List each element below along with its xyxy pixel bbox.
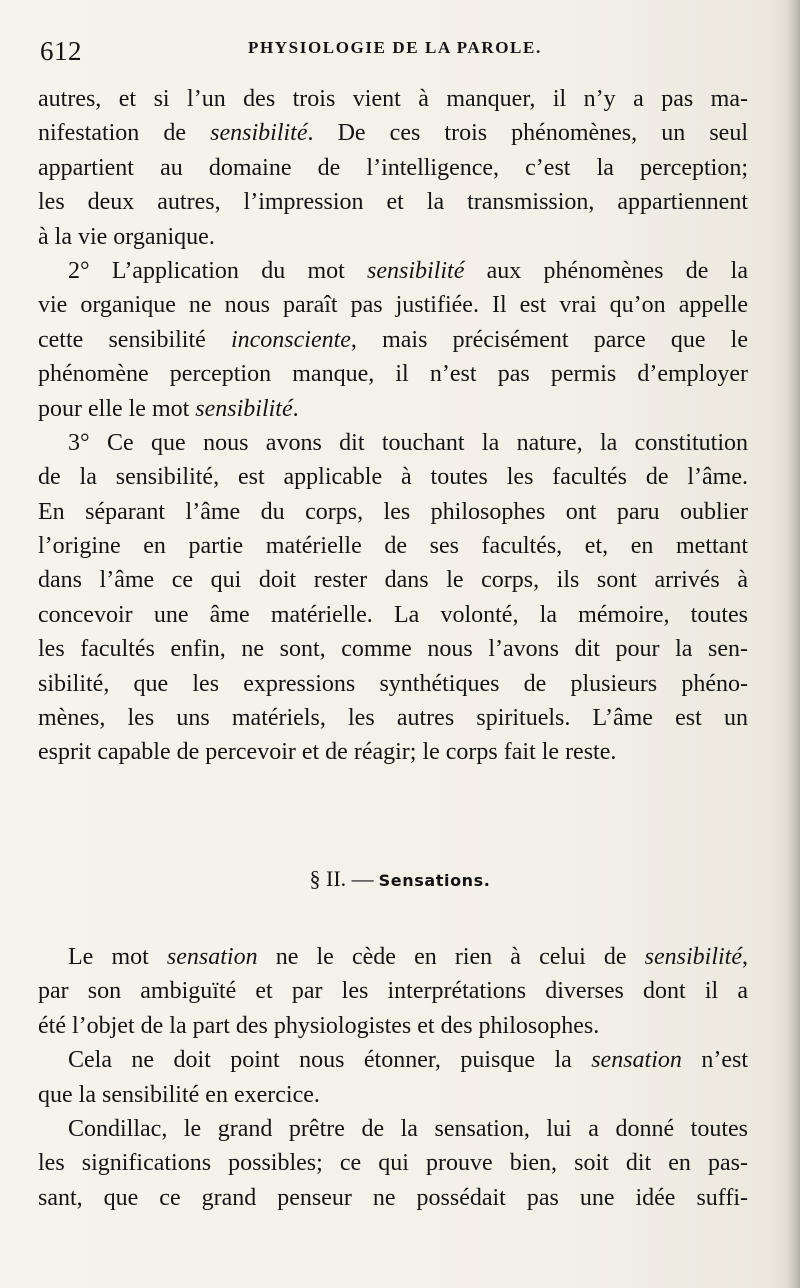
paragraph (38, 82, 748, 254)
text-run: ne le cède en rien à celui de (257, 944, 645, 970)
text-line (38, 1009, 748, 1043)
text-run: 2° L’application du mot (68, 257, 368, 284)
paragraph (38, 426, 748, 770)
page-header (40, 30, 740, 70)
text-run: mènes, les uns matériels, les autres spirituels. L’âme est un (38, 705, 748, 732)
text-run: phénomène perception manque, il n’est pas permis d’employer (38, 361, 748, 388)
text-line (38, 598, 748, 632)
text-run: n’est (681, 1047, 748, 1074)
text-line (38, 1181, 748, 1215)
text-run: sibilité, que les expressions synthétiques de plusieurs phéno- (38, 670, 748, 697)
text-run: par son ambiguïté et par les interprétations diverses dont il a (38, 978, 748, 1005)
text-line (38, 220, 748, 254)
text-line (38, 82, 748, 116)
italic-term: sensation (166, 944, 258, 970)
text-run: autres, et si l’un des trois vient à manquer, il n’y a pas ma- (38, 86, 748, 112)
text-line (38, 151, 748, 185)
text-run: esprit capable de percevoir et de réagir; le corps fait le reste. (38, 739, 617, 766)
text-run: En séparant l’âme du corps, les philosophes ont paru oublier (38, 498, 748, 525)
body-text-bottom (38, 940, 748, 1215)
text-line (38, 563, 748, 597)
section-number: § II. — (309, 866, 374, 891)
italic-term: sensation (591, 1047, 682, 1074)
running-head: PHYSIOLOGIE DE LA PAROLE. (248, 38, 542, 57)
text-run: sant, que ce grand penseur ne possédait pas une idée suffi- (38, 1184, 748, 1211)
text-run: les facultés enfin, ne sont, comme nous l’avons dit pour la sen- (38, 636, 748, 663)
text-line (38, 529, 748, 563)
text-run: les significations possibles; ce qui prouve bien, soit dit en pas- (38, 1150, 748, 1177)
text-line (38, 1078, 748, 1112)
text-line (38, 357, 748, 391)
text-run: , (742, 944, 748, 970)
text-run: l’origine en partie matérielle de ses facultés, et, en mettant (38, 533, 748, 560)
text-run: à la vie organique. (38, 223, 215, 250)
text-run: Condillac, le grand prêtre de la sensation, lui a donné toutes (68, 1115, 748, 1142)
text-run: dans l’âme ce qui doit rester dans le corps, ils sont arrivés à (38, 567, 748, 594)
italic-term: sensibilité (367, 257, 465, 284)
text-line (38, 392, 748, 426)
text-run: vie organique ne nous paraît pas justifiée. Il est vrai qu’on appelle (38, 292, 748, 319)
text-run: 3° Ce que nous avons dit touchant la nature, la constitution (68, 429, 748, 456)
text-line (38, 323, 748, 357)
body-text-top (38, 82, 748, 770)
text-run: Le mot (68, 944, 167, 970)
text-run: pour elle le mot (38, 395, 196, 422)
text-line (38, 116, 748, 150)
text-run: nifestation de (38, 120, 211, 147)
text-run: cette sensibilité (38, 326, 231, 353)
page-edge-shadow (786, 0, 800, 1288)
text-run: été l’objet de la part des physiologistes et des philosophes. (38, 1012, 600, 1039)
section-heading (0, 866, 800, 892)
text-line (38, 667, 748, 701)
text-run: de la sensibilité, est applicable à toutes les facultés de l’âme. (38, 464, 748, 491)
paragraph (38, 254, 748, 426)
italic-term: sensibilité (644, 944, 742, 970)
text-line (38, 495, 748, 529)
text-run: les deux autres, l’impression et la transmission, appartiennent (38, 189, 748, 216)
text-line (38, 735, 748, 769)
text-line (38, 1146, 748, 1180)
text-line (38, 701, 748, 735)
text-run: . (292, 395, 299, 422)
text-run: Cela ne doit point nous étonner, puisque la (68, 1047, 592, 1074)
text-run: . De ces trois phénomènes, un seul (307, 120, 748, 147)
text-run: , mais précisément parce que le (350, 326, 748, 353)
text-line (38, 254, 748, 288)
section-title: Sensations. (378, 871, 491, 890)
italic-term: sensibilité (195, 395, 293, 422)
paragraph (38, 1112, 748, 1215)
text-run: que la sensibilité en exercice. (38, 1081, 320, 1108)
paragraph (38, 1043, 748, 1112)
text-run: concevoir une âme matérielle. La volonté, la mémoire, toutes (38, 601, 748, 628)
text-run: appartient au domaine de l’intelligence, c’est la perception; (38, 154, 748, 181)
text-line (38, 185, 748, 219)
text-line (38, 288, 748, 322)
italic-term: sensibilité (210, 120, 308, 147)
italic-term: inconsciente (230, 326, 351, 353)
page-number: 612 (40, 36, 82, 66)
text-line (38, 1112, 748, 1146)
paragraph (38, 940, 748, 1043)
text-line (38, 974, 748, 1008)
text-line (38, 632, 748, 666)
text-line (38, 460, 748, 494)
text-line (38, 940, 748, 974)
text-run: aux phénomènes de la (464, 257, 748, 284)
text-line (38, 1043, 748, 1077)
text-line (38, 426, 748, 460)
